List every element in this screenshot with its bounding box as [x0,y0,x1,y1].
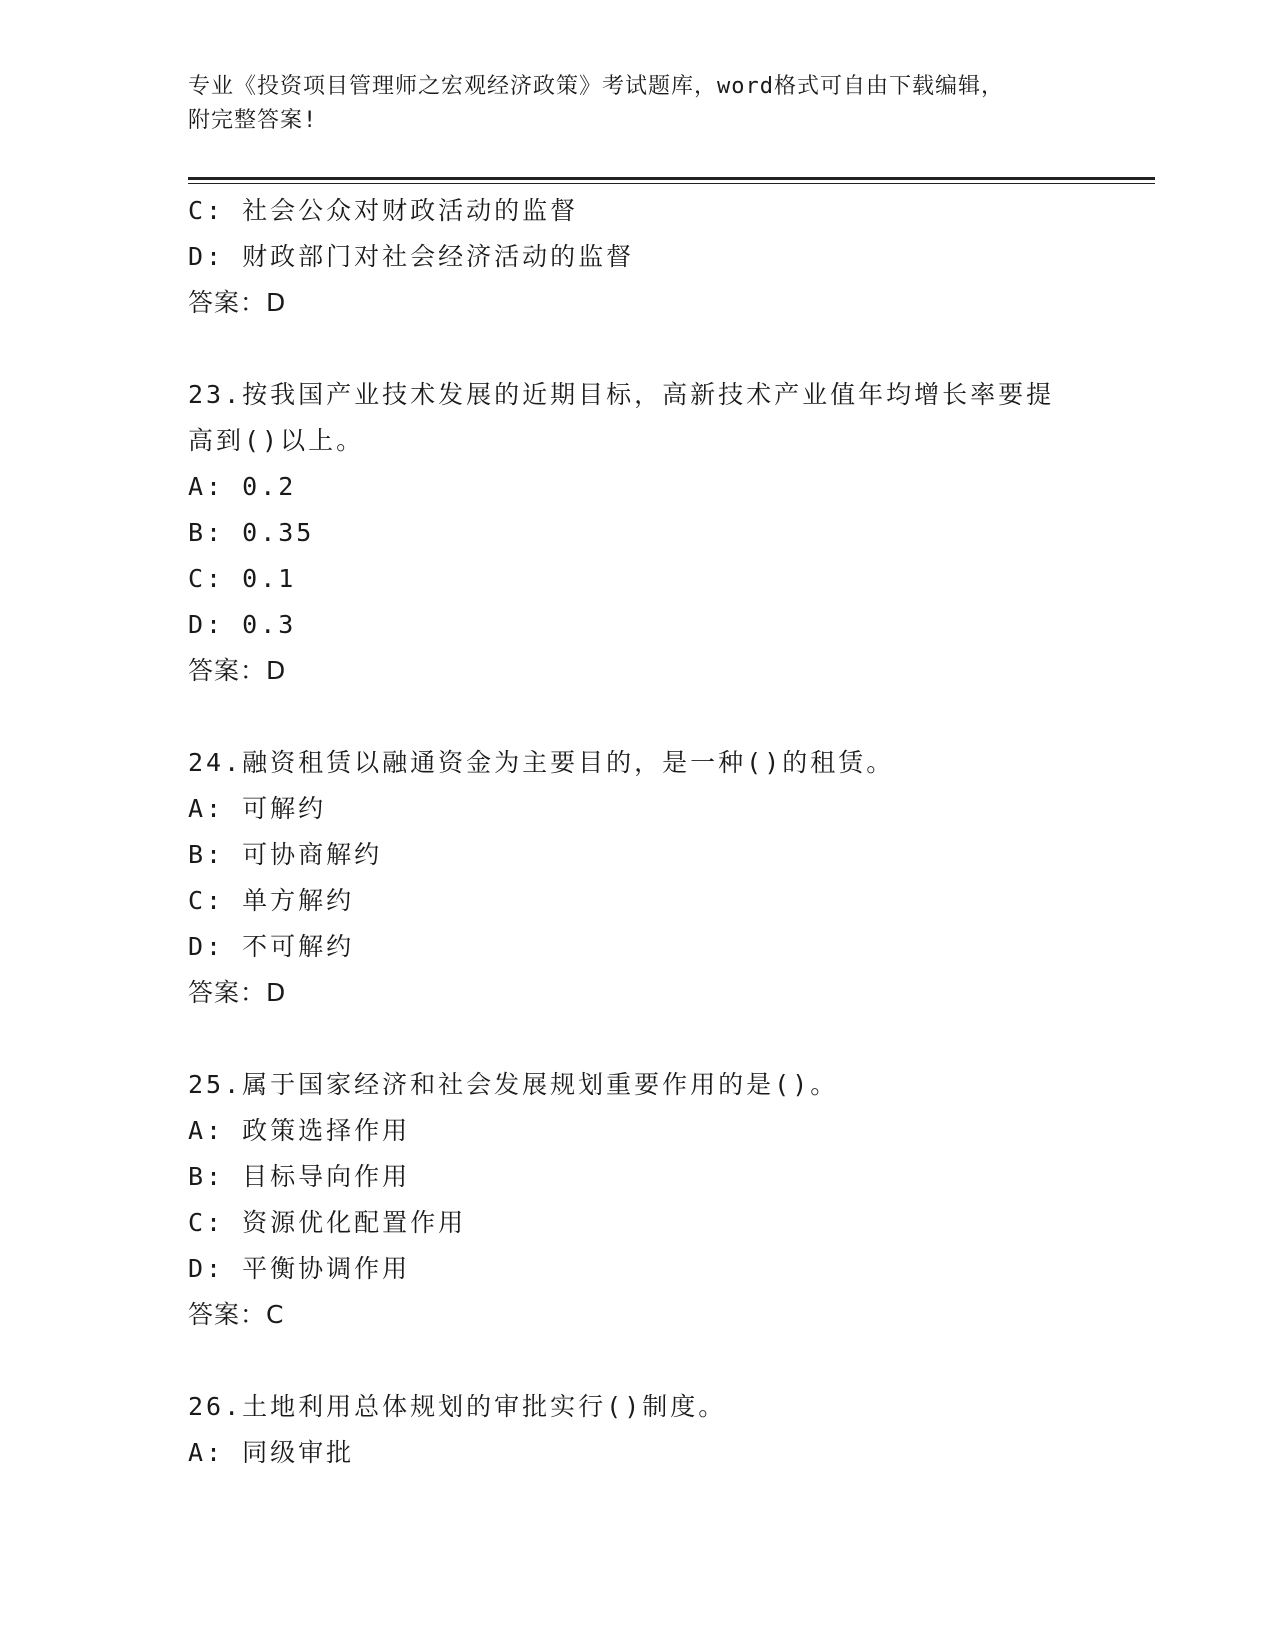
header-rule-thick [188,177,1155,180]
option-a: A: 0.2 [188,472,297,501]
option-a: A: 可解约 [188,794,327,823]
option-d: D: 财政部门对社会经济活动的监督 [188,242,635,271]
option-c: C: 0.1 [188,564,297,593]
question-list [188,188,1118,1476]
answer: 答案：C [188,1300,285,1329]
option-c: C: 单方解约 [188,886,355,915]
option-c: C: 社会公众对财政活动的监督 [188,196,579,225]
question-stem: 23.按我国产业技术发展的近期目标，高新技术产业值年均增长率要提 [188,380,1055,409]
answer: 答案：D [188,978,287,1007]
option-b: B: 0.35 [188,518,315,547]
question-stem-continued: 高到()以上。 [188,426,365,455]
document-header [188,70,1088,138]
option-c: C: 资源优化配置作用 [188,1208,467,1237]
option-b: B: 可协商解约 [188,840,383,869]
option-d: D: 平衡协调作用 [188,1254,411,1283]
option-d: D: 不可解约 [188,932,355,961]
answer: 答案：D [188,288,287,317]
option-a: A: 政策选择作用 [188,1116,411,1145]
header-line-1: 专业《投资项目管理师之宏观经济政策》考试题库，word格式可自由下载编辑， [188,74,1004,99]
option-a: A: 同级审批 [188,1438,355,1467]
option-b: B: 目标导向作用 [188,1162,411,1191]
question-stem: 24.融资租赁以融通资金为主要目的，是一种()的租赁。 [188,748,895,777]
question-stem: 25.属于国家经济和社会发展规划重要作用的是()。 [188,1070,839,1099]
header-line-2: 附完整答案! [188,108,318,133]
question-stem: 26.土地利用总体规划的审批实行()制度。 [188,1392,727,1421]
option-d: D: 0.3 [188,610,297,639]
answer: 答案：D [188,656,287,685]
header-rule-thin [188,183,1155,184]
